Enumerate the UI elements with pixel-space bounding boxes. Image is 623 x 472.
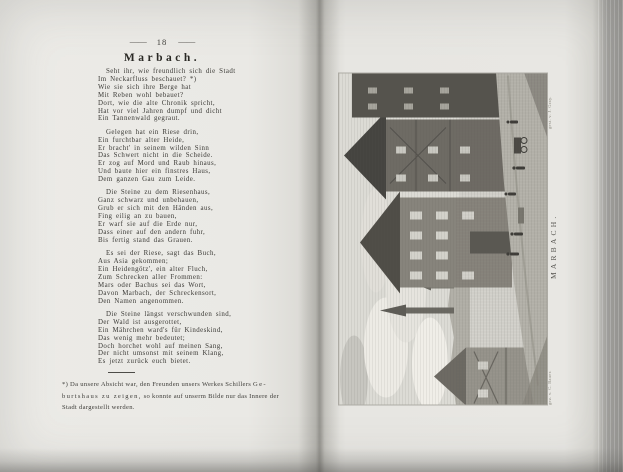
poem-line: Zum Schrecken aller Frommen: bbox=[98, 273, 203, 281]
artist-credit: gez. v. C. Bauer. bbox=[547, 370, 552, 405]
stanza-2 bbox=[98, 129, 236, 184]
poem-line: Ganz schwarz und unbehauen, bbox=[98, 197, 199, 205]
poem-line: Das Schwert nicht in die Scheide. bbox=[98, 152, 213, 160]
footnote-emphasis: Ge- bbox=[253, 381, 267, 388]
poem-line: Aus Asia gekommen; bbox=[98, 258, 169, 266]
footnote-line: Stadt dargestellt werden. bbox=[62, 404, 135, 412]
poem-line: Fing eilig an zu bauen, bbox=[98, 213, 177, 221]
poem-line: Der Wald ist ausgerottet, bbox=[98, 318, 182, 326]
header-dash-left: —— bbox=[129, 37, 146, 47]
poem-line: Es jetzt zurück euch bietet. bbox=[98, 358, 191, 366]
poem-line: Und baute hier ein finstres Haus, bbox=[98, 168, 211, 176]
poem-line: Davon Marbach, der Schreckensort, bbox=[98, 289, 217, 297]
engraving-caption: MARBACH. bbox=[549, 213, 558, 279]
poem-line: Den Namen angenommen. bbox=[98, 297, 184, 305]
right-page bbox=[318, 0, 598, 472]
poem-line: Ein furchtbar alter Heide, bbox=[98, 136, 185, 144]
poem-line: Er warf sie auf die Erde nur, bbox=[98, 221, 198, 229]
poem-line: Das wenig mehr bedeutet; bbox=[98, 334, 186, 342]
stanza-1 bbox=[98, 68, 236, 123]
poem-line: Ein Tannenwald gegraut. bbox=[98, 115, 180, 123]
poem-line: Er zog auf Mord und Raub hinaus, bbox=[98, 160, 217, 168]
poem-line: Mit Reben wohl bebauet? bbox=[98, 91, 184, 99]
poem-line: Doch horchet wohl auf meinen Sang, bbox=[98, 342, 223, 350]
stanza-3 bbox=[98, 189, 236, 244]
marbach-engraving bbox=[338, 72, 548, 405]
footnote-rule bbox=[108, 372, 135, 373]
poem-line: Ein Mährchen ward's für Kindeskind, bbox=[98, 326, 223, 334]
poem-line: Gelegen hat ein Riese drin, bbox=[106, 128, 199, 136]
page-edges-right bbox=[598, 0, 623, 472]
poem-line: Die Steine längst verschwunden sind, bbox=[106, 310, 232, 318]
poem-line: Ein Heidengötz', ein alter Fluch, bbox=[98, 266, 208, 274]
stanza-4 bbox=[98, 250, 236, 305]
stanza-5 bbox=[98, 311, 236, 366]
footnote-text: so konnte auf unserm Bilde nur das Innere der bbox=[141, 392, 280, 400]
poem-line: Die Steine zu dem Riesenhaus, bbox=[106, 189, 211, 197]
poem-line: Dem ganzen Gau zum Leide. bbox=[98, 176, 196, 184]
poem-line: Dass einer auf den andern fuhr, bbox=[98, 229, 206, 236]
footnote bbox=[62, 379, 300, 414]
footnote-text: *) Da unsere Absicht war, den Freunden unsers Werkes Schillers bbox=[62, 381, 254, 388]
poem-line: Es sei der Riese, sagt das Buch, bbox=[106, 250, 217, 258]
footnote-emphasis: burtshaus zu zeigen, bbox=[62, 392, 142, 400]
header-dash-right: —— bbox=[178, 37, 195, 47]
poem bbox=[98, 68, 236, 372]
poem-line: Dort, wie die alte Chronik spricht, bbox=[98, 99, 216, 107]
poem-line: Mars oder Bachus sei das Wort, bbox=[98, 281, 206, 289]
engraving-art bbox=[338, 72, 548, 405]
poem-line: Seht ihr, wie freundlich sich die Stadt bbox=[106, 68, 236, 75]
poem-line: Im Neckarfluss beschauet? *) bbox=[98, 75, 197, 83]
poem-line: Er bracht' in seinem wilden Sinn bbox=[98, 144, 210, 152]
poem-line: Bis fertig stand das Grauen. bbox=[98, 236, 193, 244]
footnote-line bbox=[62, 391, 300, 403]
poem-line: Grub er sich mit den Händen aus, bbox=[98, 205, 214, 213]
page-number-header bbox=[62, 38, 262, 47]
page-number: 18 bbox=[156, 37, 168, 48]
poem-line: Wie sie sich ihre Berge hat bbox=[98, 83, 192, 91]
engraver-credit: gest. v. J. Gray. bbox=[547, 96, 552, 129]
poem-line: Der nicht umsonst mit seinem Klang, bbox=[98, 350, 224, 358]
poem-line: Hat vor viel Jahren dumpf und dicht bbox=[98, 107, 223, 115]
footnote-line bbox=[62, 379, 300, 391]
page-title: Marbach. bbox=[123, 52, 201, 64]
